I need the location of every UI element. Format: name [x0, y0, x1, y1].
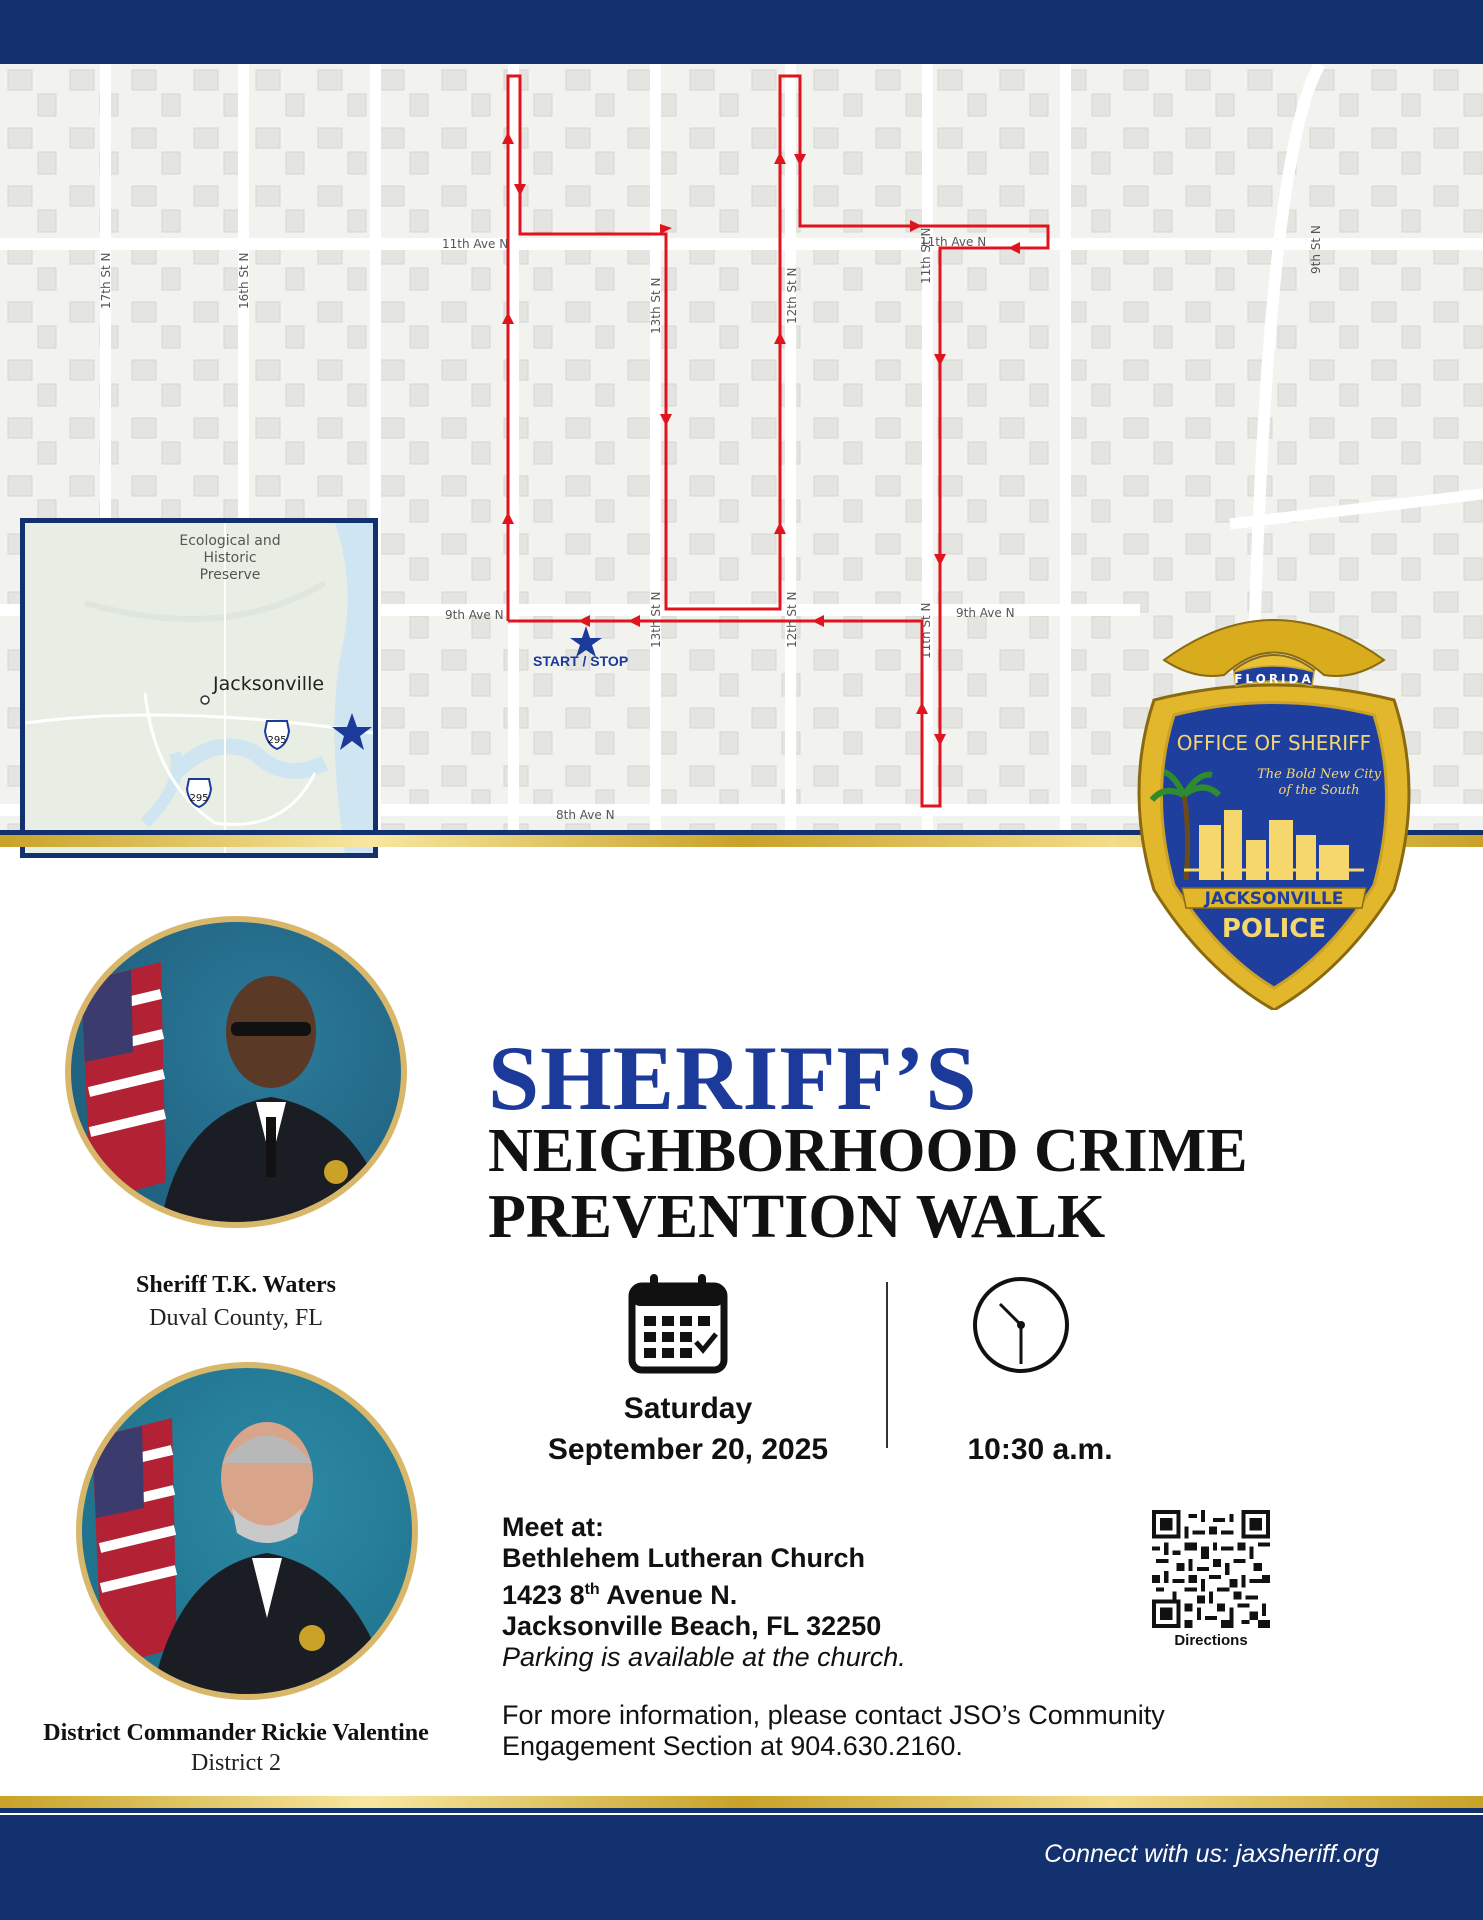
street-label: 12th St N	[785, 267, 799, 324]
street-label: 16th St N	[237, 252, 251, 309]
street-label: 9th Ave N	[445, 608, 504, 622]
meet-label: Meet at:	[502, 1512, 605, 1542]
street-label: 8th Ave N	[556, 808, 615, 822]
flag-icon	[81, 962, 166, 1202]
top-banner	[0, 0, 1483, 64]
badge-motto: The Bold New City	[1257, 767, 1381, 782]
calendar-icon	[626, 1272, 730, 1376]
contact-line: For more information, please contact JSO’s Community	[502, 1700, 1165, 1730]
title-sub	[488, 1118, 1248, 1250]
street-label: 9th St N	[1309, 225, 1323, 274]
badge-police: POLICE	[1221, 914, 1327, 944]
title-line: NEIGHBORHOOD CRIME	[488, 1117, 1248, 1185]
venue-name: Bethlehem Lutheran Church	[502, 1543, 866, 1573]
street-label: 11th St N	[919, 602, 933, 659]
preserve-label: Historic	[203, 550, 257, 566]
street-label: 11th Ave N	[442, 237, 509, 251]
title-line: PREVENTION WALK	[488, 1183, 1106, 1251]
address-line: 1423 8th Avenue N.	[502, 1580, 738, 1610]
event-time: 10:30 a.m.	[967, 1433, 1113, 1466]
preserve-label: Preserve	[199, 567, 261, 583]
start-stop-label: START / STOP	[533, 653, 629, 669]
city-dot-icon	[201, 696, 209, 704]
badge-arc-text: OFFICE OF SHERIFF	[1176, 731, 1372, 755]
street-label: 11th Ave N	[920, 235, 987, 249]
interstate-shield-icon	[187, 779, 211, 807]
badge-city: JACKSONVILLE	[1204, 889, 1344, 909]
street-label: 9th Ave N	[956, 606, 1015, 620]
contact-info	[502, 1700, 1165, 1762]
person-name: District Commander Rickie Valentine	[43, 1720, 429, 1746]
divider-line	[0, 1808, 1483, 1813]
contact-line: Engagement Section at 904.630.2160.	[502, 1731, 963, 1761]
street-label: 13th St N	[649, 591, 663, 648]
flag-icon	[92, 1418, 177, 1668]
badge-motto: of the South	[1278, 783, 1360, 798]
street-label: 12th St N	[785, 591, 799, 648]
meeting-location	[502, 1512, 906, 1673]
street-label: 13th St N	[649, 277, 663, 334]
commander-portrait	[76, 1362, 418, 1700]
interstate-shield-icon	[265, 721, 289, 749]
person-subtitle: District 2	[191, 1750, 281, 1776]
sheriff-badge	[1124, 590, 1424, 1010]
inset-canvas	[25, 523, 373, 853]
street-label: 17th St N	[99, 252, 113, 309]
footer-link[interactable]: Connect with us: jaxsheriff.org	[1044, 1840, 1379, 1868]
event-day: Saturday	[623, 1392, 753, 1425]
title-main: SHERIFF’S	[488, 1027, 978, 1129]
city-label: Jacksonville	[213, 673, 325, 695]
event-date: September 20, 2025	[547, 1433, 829, 1466]
city-line: Jacksonville Beach, FL 32250	[502, 1611, 882, 1641]
svg-text:295: 295	[189, 793, 209, 804]
clock-icon	[970, 1274, 1072, 1376]
qr-label: Directions	[1174, 1632, 1248, 1649]
sheriff-portrait	[65, 916, 407, 1228]
street-label: 11th St N	[919, 227, 933, 284]
preserve-label: Ecological and	[179, 533, 281, 549]
inset-map	[20, 518, 378, 858]
gold-divider	[0, 1796, 1483, 1808]
badge-florida: FLORIDA	[1234, 672, 1314, 686]
svg-text:295: 295	[267, 735, 287, 746]
directions-qr-code[interactable]	[1152, 1510, 1270, 1628]
person-subtitle: Duval County, FL	[149, 1305, 323, 1331]
parking-note: Parking is available at the church.	[502, 1642, 906, 1672]
person-name: Sheriff T.K. Waters	[136, 1272, 336, 1298]
